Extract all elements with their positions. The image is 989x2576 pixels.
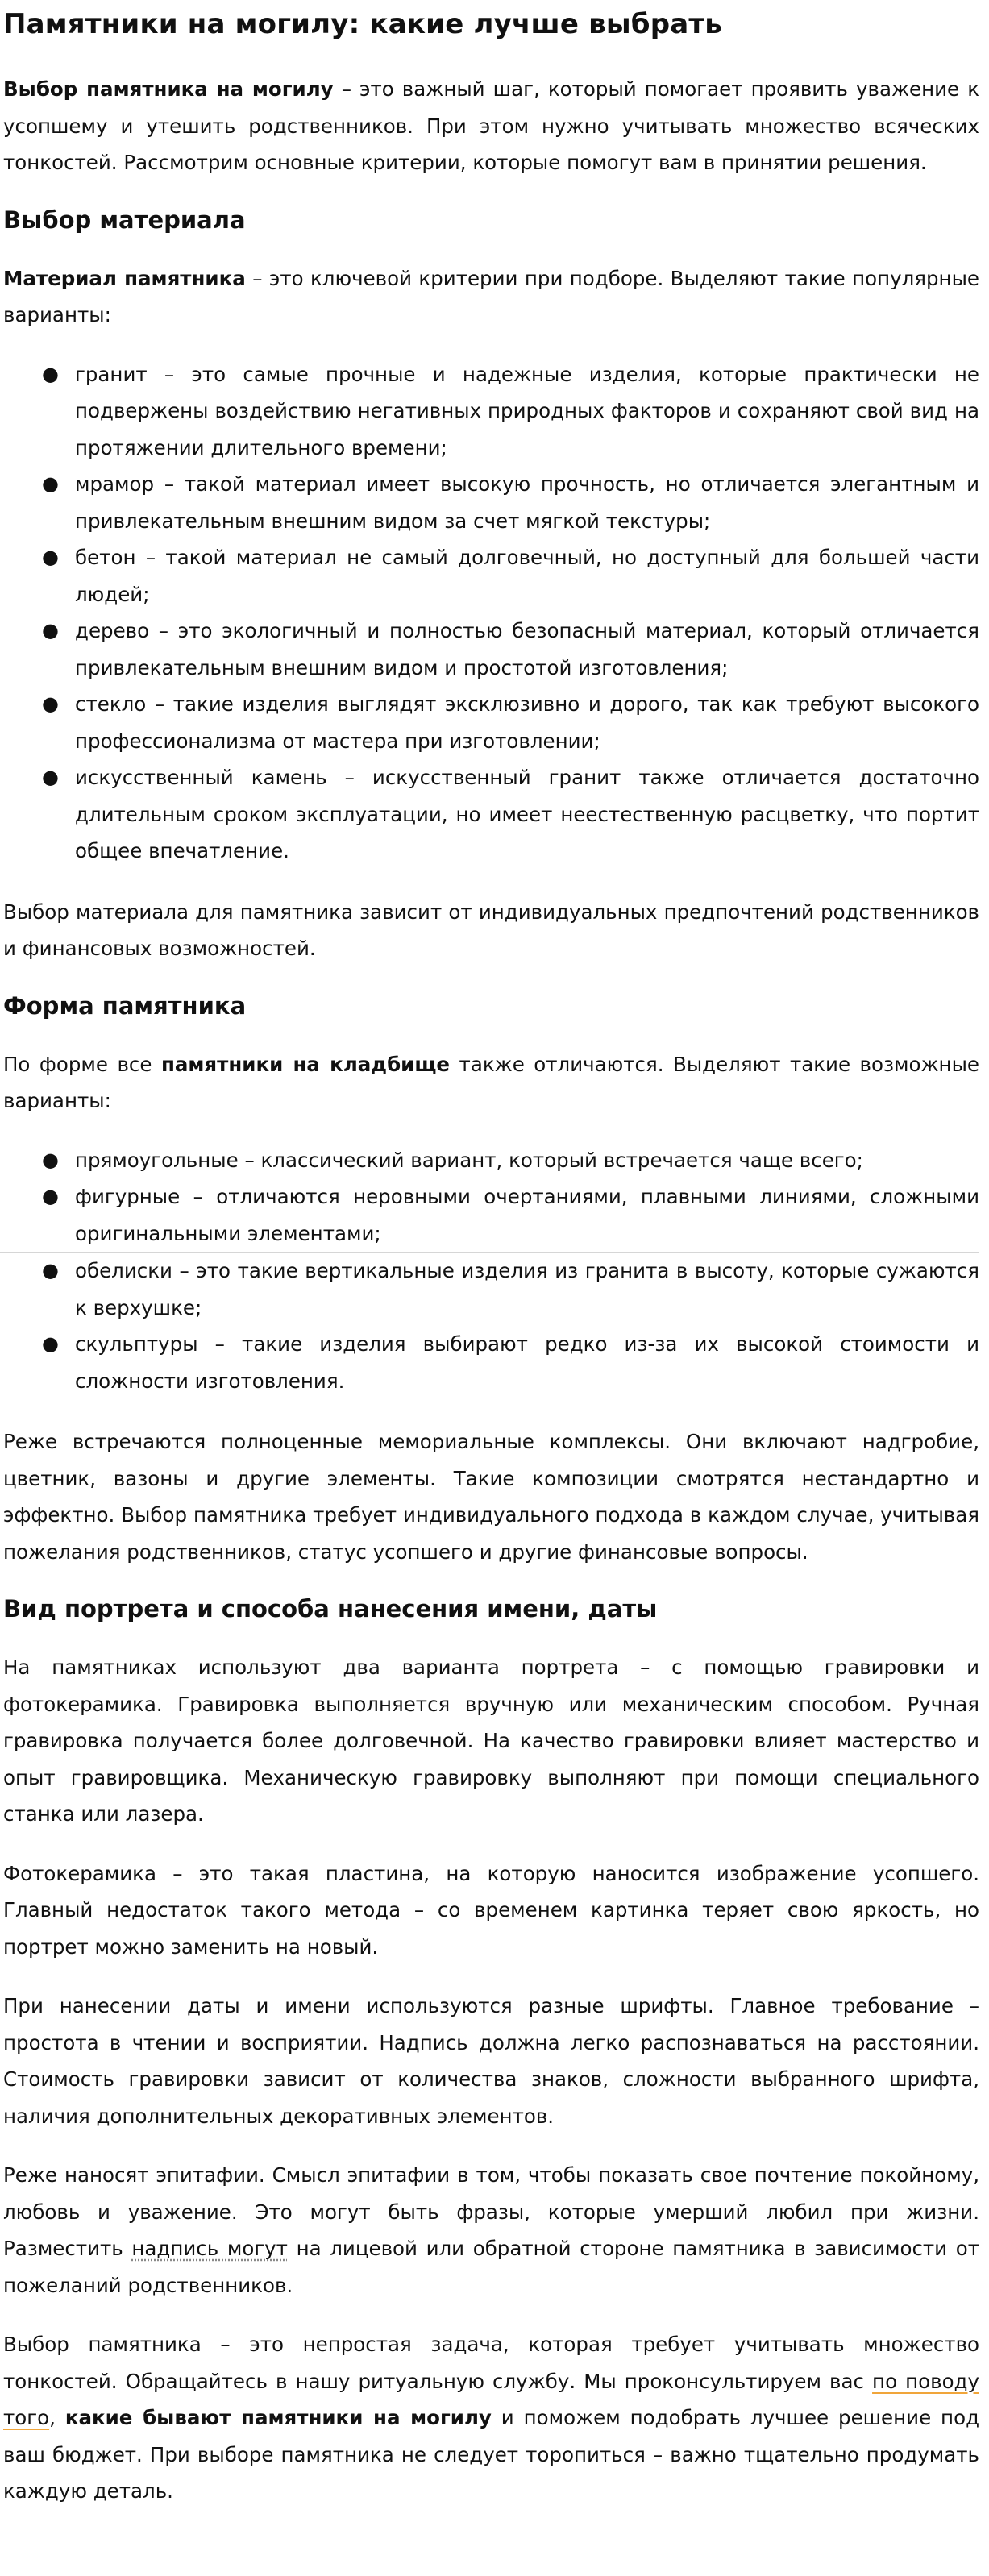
portrait-paragraph-3: При нанесении даты и имени используются разные шрифты. Главное требование – простота в чтении и восприятии. Надпись должна легко распознаваться на расстоянии. Стоимость гравировки зависит от количества знаков, сложности выбранного шрифта, наличия дополнительных декоративных элементов. xyxy=(3,1994,979,2128)
bullet-icon: ● xyxy=(42,692,59,715)
list-item: ● гранит – это самые прочные и надежные изделия, которые практически не подвержены воздействию негативных природных факторов и сохраняют свой вид на протяжении длительного времени; xyxy=(3,356,979,467)
list-item: ● фигурные – отличаются неровными очертаниями, плавными линиями, сложными оригинальными элементами; xyxy=(3,1178,979,1252)
intro-text: – это важный шаг, который помогает проявить уважение к усопшему и утешить родственников. При этом нужно учитывать множество всяческих тонкостей. Рассмотрим основные критерии, которые помогут вам в принятии решения. xyxy=(3,77,979,174)
list-item: ● обелиски – это такие вертикальные изделия из гранита в высоту, которые сужаются к верхушке; xyxy=(0,1252,979,1326)
heading-portrait: Вид портрета и способа нанесения имени, даты xyxy=(3,1595,658,1622)
material-list xyxy=(3,356,979,870)
intro-bold: Выбор памятника на могилу xyxy=(3,77,334,101)
portrait-paragraph-4: Реже наносят эпитафии. Смысл эпитафии в том, чтобы показать свое почтение покойному, любовь и уважение. Это могут быть фразы, которые умерший любил при жизни. Разместить надпись могут на лицевой или обратной стороне памятника в зависимости от пожеланий родственников. xyxy=(3,2163,979,2297)
portrait-paragraph-1: На памятниках используют два варианта портрета – с помощью гравировки и фотокерамика. Гравировка выполняется вручную или механическим способом. Ручная гравировка получается более долговечной. На качество гравировки влияет мастерство и опыт гравировщика. Механическую гравировку выполняют при помощи специального станка или лазера. xyxy=(3,1656,979,1826)
list-item: ● прямоугольные – классический вариант, который встречается чаще всего; xyxy=(3,1142,979,1179)
shape-list xyxy=(3,1142,979,1400)
inscription-link[interactable]: надпись могут xyxy=(131,2237,288,2260)
shape-conclusion: Реже встречаются полноценные мемориальные комплексы. Они включают надгробие, цветник, вазоны и другие элементы. Такие композиции смотрятся нестандартно и эффектно. Выбор памятника требует индивидуального подхода в каждом случае, учитывая пожелания родственников, статус усопшего и другие финансовые вопросы. xyxy=(3,1430,979,1564)
article xyxy=(0,6,979,2510)
closing-paragraph: Выбор памятника – это непростая задача, которая требует учитывать множество тонкостей. Обращайтесь в нашу ритуальную службу. Мы проконсультируем вас по поводу того, какие бывают памятники на могилу и поможем подобрать лучшее решение под ваш бюджет. При выборе памятника не следует торопиться – важно тщательно продумать каждую деталь. xyxy=(3,2333,980,2503)
bullet-icon: ● xyxy=(42,1332,59,1355)
bullet-icon: ● xyxy=(42,1148,59,1171)
material-lead xyxy=(3,260,979,334)
list-item: ● мрамор – такой материал имеет высокую прочность, но отличается элегантным и привлекательным внешним видом за счет мягкой текстуры; xyxy=(3,466,979,539)
closing-bold: какие бывают памятники на могилу xyxy=(64,2406,492,2429)
shape-lead-bold: памятники на кладбище xyxy=(160,1052,451,1076)
consult-link[interactable]: по поводу того xyxy=(3,2369,979,2429)
material-conclusion: Выбор материала для памятника зависит от индивидуальных предпочтений родственников и финансовых возможностей. xyxy=(3,900,979,960)
material-lead-bold: Материал памятника xyxy=(3,266,246,290)
bullet-icon: ● xyxy=(42,1259,59,1282)
shape-lead: По форме все памятники на кладбище также отличаются. Выделяют такие возможные варианты: xyxy=(3,1052,979,1112)
heading-shape: Форма памятника xyxy=(3,991,247,1020)
bullet-icon: ● xyxy=(42,362,59,385)
list-item: ● дерево – это экологичный и полностью безопасный материал, который отличается привлекательным внешним видом и простотой изготовления; xyxy=(3,613,979,686)
bullet-icon: ● xyxy=(42,766,59,788)
bullet-icon: ● xyxy=(42,546,59,568)
list-item: ● скульптуры – такие изделия выбирают редко из-за их высокой стоимости и сложности изготовления. xyxy=(3,1326,979,1399)
list-item: ● искусственный камень – искусственный гранит также отличается достаточно длительным сроком эксплуатации, но имеет неестественную расцветку, что портит общее впечатление. xyxy=(3,759,979,870)
bullet-icon: ● xyxy=(42,472,59,495)
list-item: ● стекло – такие изделия выглядят эксклюзивно и дорого, так как требуют высокого профессионализма от мастера при изготовлении; xyxy=(3,686,979,759)
material-lead-text: – это ключевой критерии при подборе. Выделяют такие популярные варианты: xyxy=(3,266,979,326)
bullet-icon: ● xyxy=(42,619,59,642)
bullet-icon: ● xyxy=(42,1185,59,1207)
intro-paragraph xyxy=(3,71,979,181)
list-item: ● бетон – такой материал не самый долговечный, но доступный для большей части людей; xyxy=(3,539,979,613)
heading-material: Выбор материала xyxy=(3,206,246,234)
portrait-paragraph-2: Фотокерамика – это такая пластина, на которую наносится изображение усопшего. Главный недостаток такого метода – со временем картинка теряет свою яркость, но портрет можно заменить на новый. xyxy=(3,1861,979,1959)
page-title: Памятники на могилу: какие лучше выбрать xyxy=(3,8,722,40)
